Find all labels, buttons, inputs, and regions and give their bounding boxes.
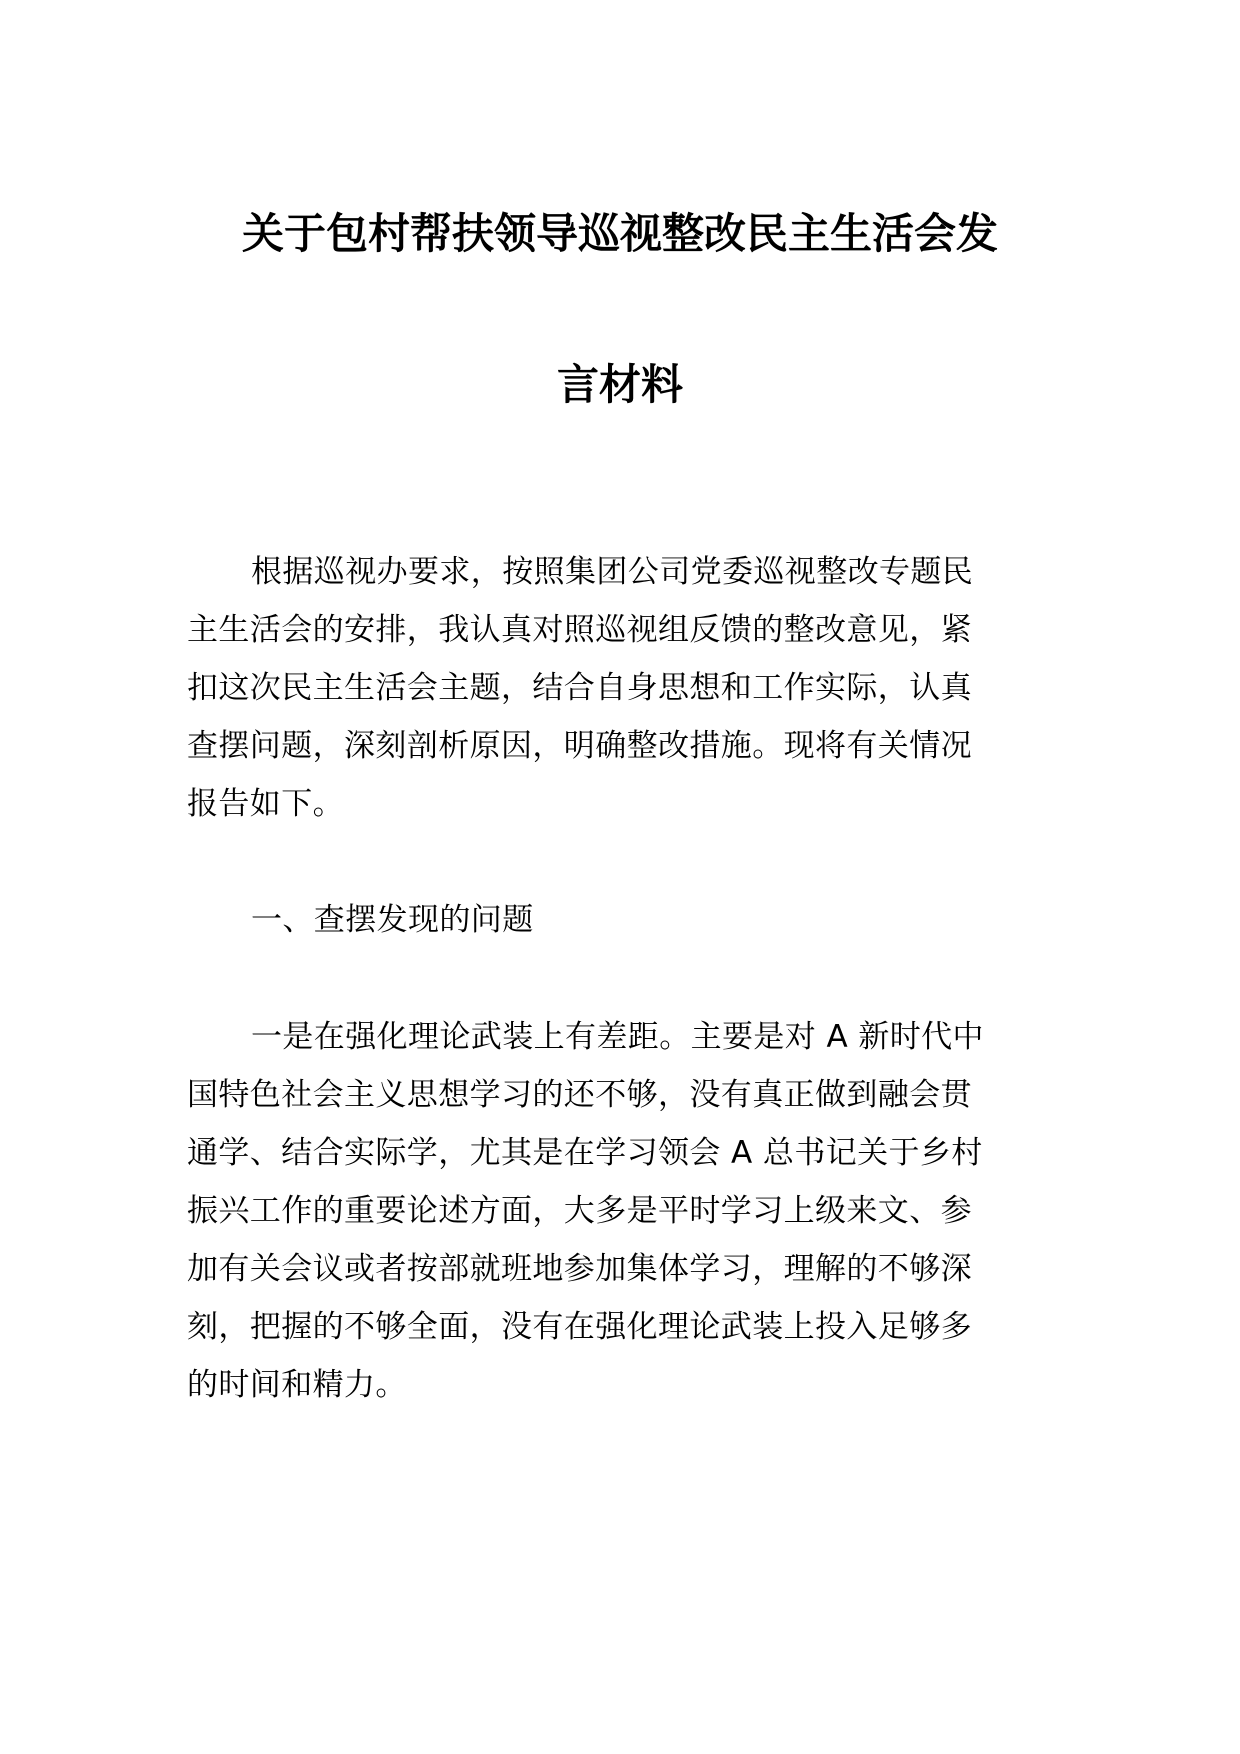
point-one-line: 刻，把握的不够全面，没有在强化理论武装上投入足够多 [187, 1309, 972, 1345]
point-one-line: 通学、结合实际学，尤其是在学习领会 A 总书记关于乡村 [187, 1135, 983, 1171]
point-one-line: 一是在强化理论武装上有差距。主要是对 A 新时代中 [251, 1019, 984, 1055]
intro-line: 扣这次民主生活会主题，结合自身思想和工作实际，认真 [187, 670, 972, 706]
intro-line: 查摆问题，深刻剖析原因，明确整改措施。现将有关情况 [187, 728, 972, 764]
section-heading: 一、查摆发现的问题 [251, 902, 534, 938]
intro-line: 根据巡视办要求，按照集团公司党委巡视整改专题民 [251, 554, 974, 590]
document-title-line-1: 关于包村帮扶领导巡视整改民主生活会发 [241, 209, 998, 258]
document-title-line-2: 言材料 [556, 360, 683, 409]
point-one-line: 加有关会议或者按部就班地参加集体学习，理解的不够深 [187, 1251, 972, 1287]
point-one-line: 振兴工作的重要论述方面，大多是平时学习上级来文、参 [187, 1193, 972, 1229]
point-one-line: 国特色社会主义思想学习的还不够，没有真正做到融会贯 [187, 1077, 972, 1113]
point-one-line: 的时间和精力。 [187, 1367, 407, 1403]
intro-line: 主生活会的安排，我认真对照巡视组反馈的整改意见，紧 [187, 612, 972, 648]
intro-line: 报告如下。 [187, 786, 344, 822]
